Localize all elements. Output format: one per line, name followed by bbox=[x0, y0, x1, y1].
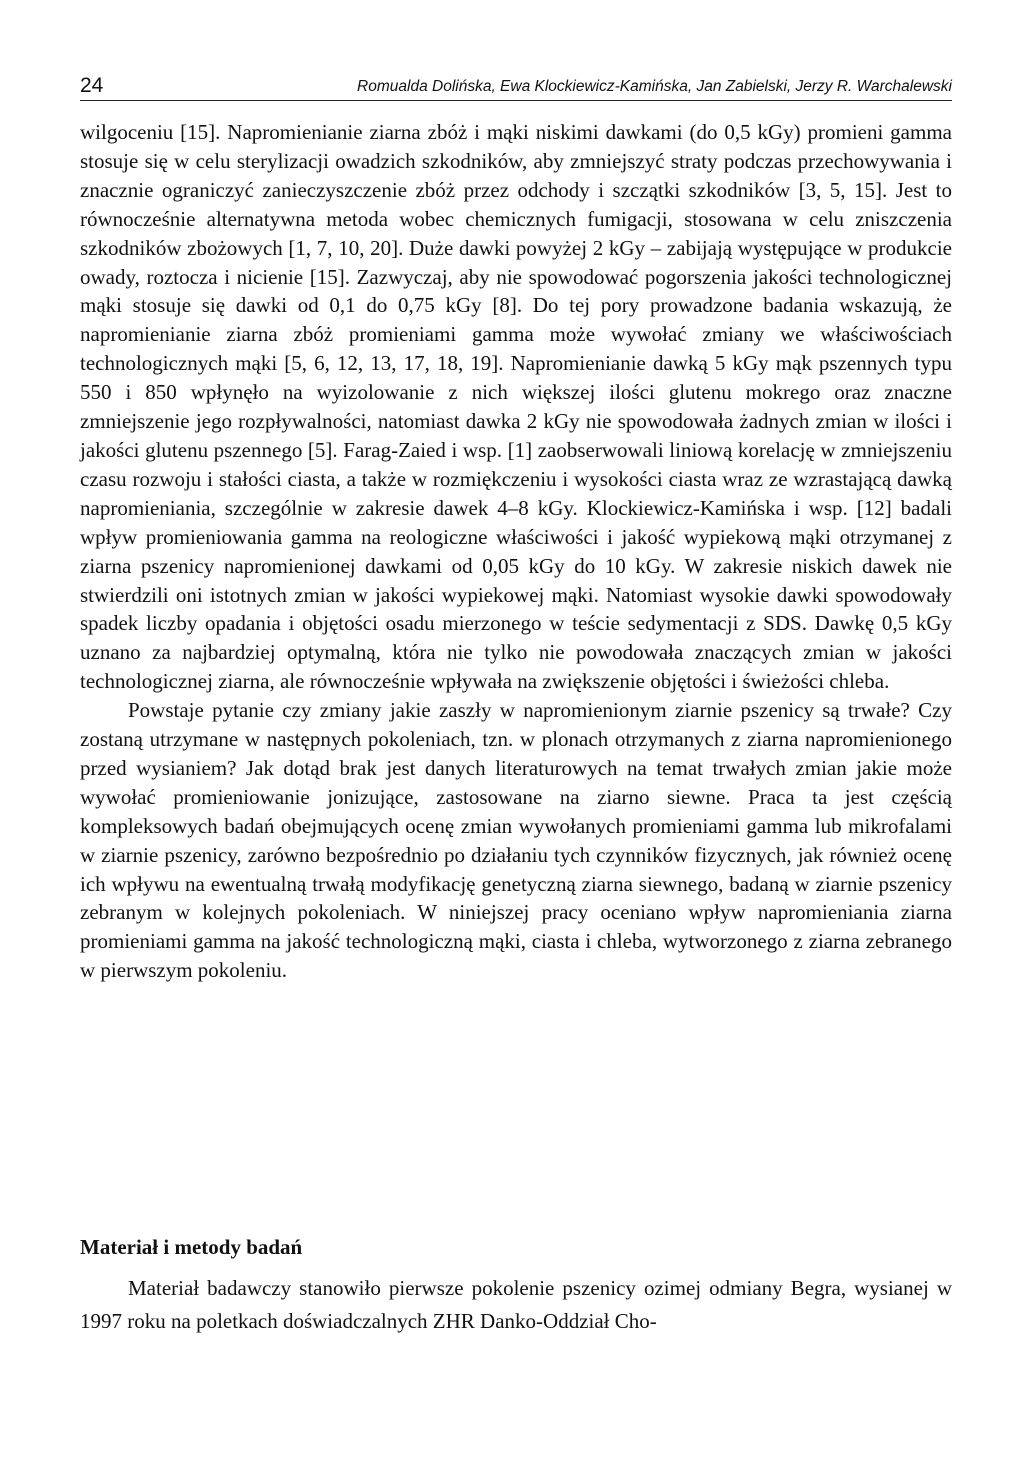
paragraph-1: wilgoceniu [15]. Napromienianie ziarna zbóż i mąki niskimi dawkami (do 0,5 kGy) promieni gamma stosuje się w celu sterylizacji owadzich szkodników, aby zmniejszyć straty podczas przechowywania i znacznie ograniczyć zanieczyszczenie zbóż przez odchody i szczątki szkodników [3, 5, 15]. Jest to równocześnie alternatywna metoda wobec chemicznych fumigacji, stosowana w celu zniszczenia szkodników zbożowych [1, 7, 10, 20]. Duże dawki powyżej 2 kGy – zabijają występujące w produkcie owady, roztocza i nicienie [15]. Zazwyczaj, aby nie spowodować pogorszenia jakości technologicznej mąki stosuje się dawki od 0,1 do 0,75 kGy [8]. Do tej pory prowadzone badania wskazują, że napromienianie ziarna zbóż promieniami gamma może wywołać zmiany we właściwościach technologicznych mąki [5, 6, 12, 13, 17, 18, 19]. Napromienianie dawką 5 kGy mąk pszennych typu 550 i 850 wpłynęło na wyizolowanie z nich większej ilości glutenu mokrego oraz znaczne zmniejszenie jego rozpływalności, natomiast dawka 2 kGy nie spowodowała żadnych zmian w ilości i jakości glutenu pszennego [5]. Farag-Zaied i wsp. [1] zaobserwowali liniową korelację w zmniejszeniu czasu rozwoju i stałości ciasta, a także w rozmiękczeniu i wysokości ciasta wraz ze wzrastającą dawką napromieniania, szczególnie w zakresie dawek 4–8 kGy. Klockiewicz-Kamińska i wsp. [12] badali wpływ promieniowania gamma na reologiczne właściwości i jakość wypiekową mąki otrzymanej z ziarna pszenicy napromienionej dawkami od 0,05 kGy do 10 kGy. W zakresie niskich dawek nie stwierdzili oni istotnych zmian w jakości wypiekowej mąki. Natomiast wysokie dawki spowodowały spadek liczby opadania i objętości osadu mierzonego w teście sedymentacji z SDS. Dawkę 0,5 kGy uznano za najbardziej optymalną, która nie tylko nie powodowała znaczących zmian w jakości technologicznej ziarna, ale równocześnie wpływała na zwiększenie objętości i świeżości chleba. bbox=[80, 120, 952, 694]
paragraph-2: Powstaje pytanie czy zmiany jakie zaszły w napromienionym ziarnie pszenicy są trwałe? Czy zostaną utrzymane w następnych pokoleniach, tzn. w plonach otrzymanych z ziarna napromienionego przed wysianiem? Jak dotąd brak jest danych literaturowych na temat trwałych zmian jakie może wywołać promieniowanie jonizujące, zastosowane na ziarno siewne. Praca ta jest częścią kompleksowych badań obejmujących ocenę zmian wywołanych promieniami gamma lub mikrofalami w ziarnie pszenicy, zarówno bezpośrednio po działaniu tych czynników fizycznych, jak również ocenę ich wpływu na ewentualną trwałą modyfikację genetyczną ziarna siewnego, badaną w ziarnie pszenicy zebranym w kolejnych pokoleniach. W niniejszej pracy oceniano wpływ napromieniania ziarna promieniami gamma na jakość technologiczną mąki, ciasta i chleba, wytworzonego z ziarna zebranego w pierwszym pokoleniu. bbox=[80, 698, 952, 983]
running-header-authors: Romualda Dolińska, Ewa Klockiewicz-Kamińska, Jan Zabielski, Jerzy R. Warchalewski bbox=[357, 78, 952, 95]
body-text bbox=[80, 118, 952, 985]
running-header bbox=[80, 74, 952, 101]
document-page bbox=[80, 0, 952, 1462]
section-text bbox=[80, 1272, 952, 1338]
page-number: 24 bbox=[80, 74, 104, 97]
section-paragraph: Materiał badawczy stanowiło pierwsze pokolenie pszenicy ozimej odmiany Begra, wysianej w 1997 roku na poletkach doświadczalnych ZHR Danko-Oddział Cho- bbox=[80, 1276, 952, 1333]
section-heading: Materiał i metody badań bbox=[80, 1235, 303, 1259]
